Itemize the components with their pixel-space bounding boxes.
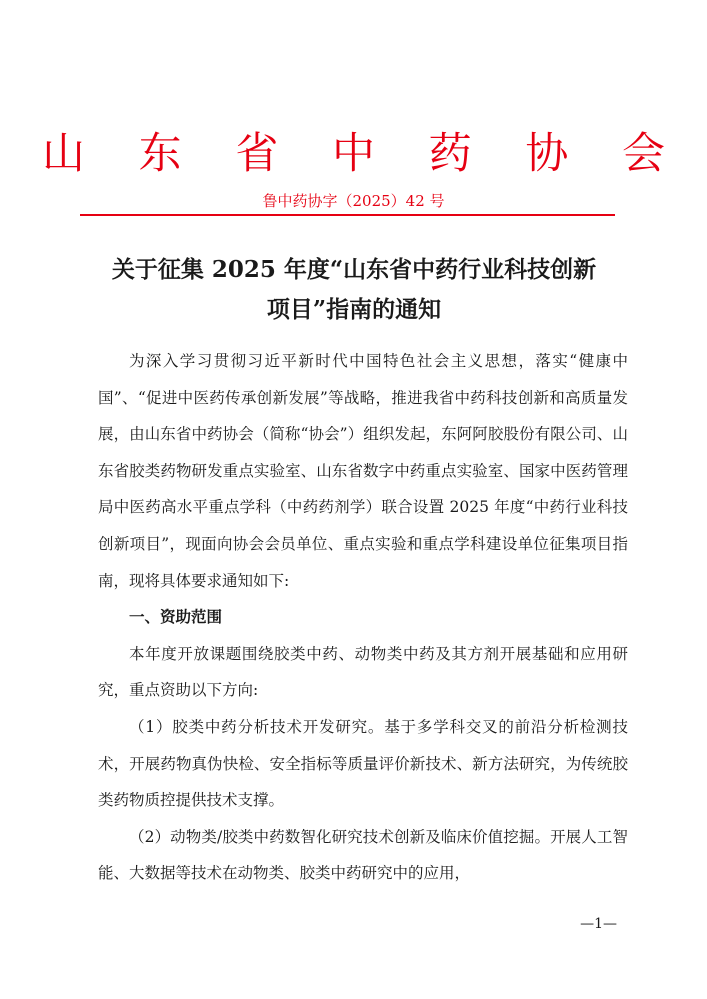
organization-name: 山 东 省 中 药 协 会 — [41, 129, 685, 179]
direction-item-1: （1）胶类中药分析技术开发研究。基于多学科交叉的前沿分析检测技术，开展药物真伪快检、安全指标等质量评价新技术、新方法研究，为传统胶类药物质控提供技术支撑。 — [98, 717, 628, 810]
document-body — [98, 343, 628, 892]
section-heading-funding-scope: 一、资助范围 — [129, 608, 223, 627]
title-line-2: 项目”指南的通知 — [266, 296, 442, 323]
title-line-1: 关于征集 2025 年度“山东省中药行业科技创新 — [111, 256, 597, 283]
document-title — [80, 250, 628, 330]
red-header-rule — [80, 214, 615, 216]
intro-paragraph: 为深入学习贯彻习近平新时代中国特色社会主义思想，落实“健康中国”、“促进中医药传承创新发展”等战略，推进我省中药科技创新和高质量发展，由山东省中药协会（简称“协会”）组织发起，东阿阿胶股份有限公司、山东省胶类药物研发重点实验室、山东省数字中药重点实验室、国家中医药管理局中医药高水平重点学科（中药药剂学）联合设置 2025 年度“中药行业科技创新项目”，现面向协会会员单位、重点实验和重点学科建设单位征集项目指南，现将具体要求通知如下: — [98, 352, 628, 590]
page-number: —1— — [580, 916, 617, 932]
scope-paragraph: 本年度开放课题围绕胶类中药、动物类中药及其方剂开展基础和应用研究，重点资助以下方向: — [98, 644, 628, 700]
document-number: 鲁中药协字（2025）42 号 — [262, 192, 445, 210]
direction-item-2: （2）动物类/胶类中药数智化研究技术创新及临床价值挖掘。开展人工智能、大数据等技术在动物类、胶类中药研究中的应用， — [98, 827, 628, 883]
